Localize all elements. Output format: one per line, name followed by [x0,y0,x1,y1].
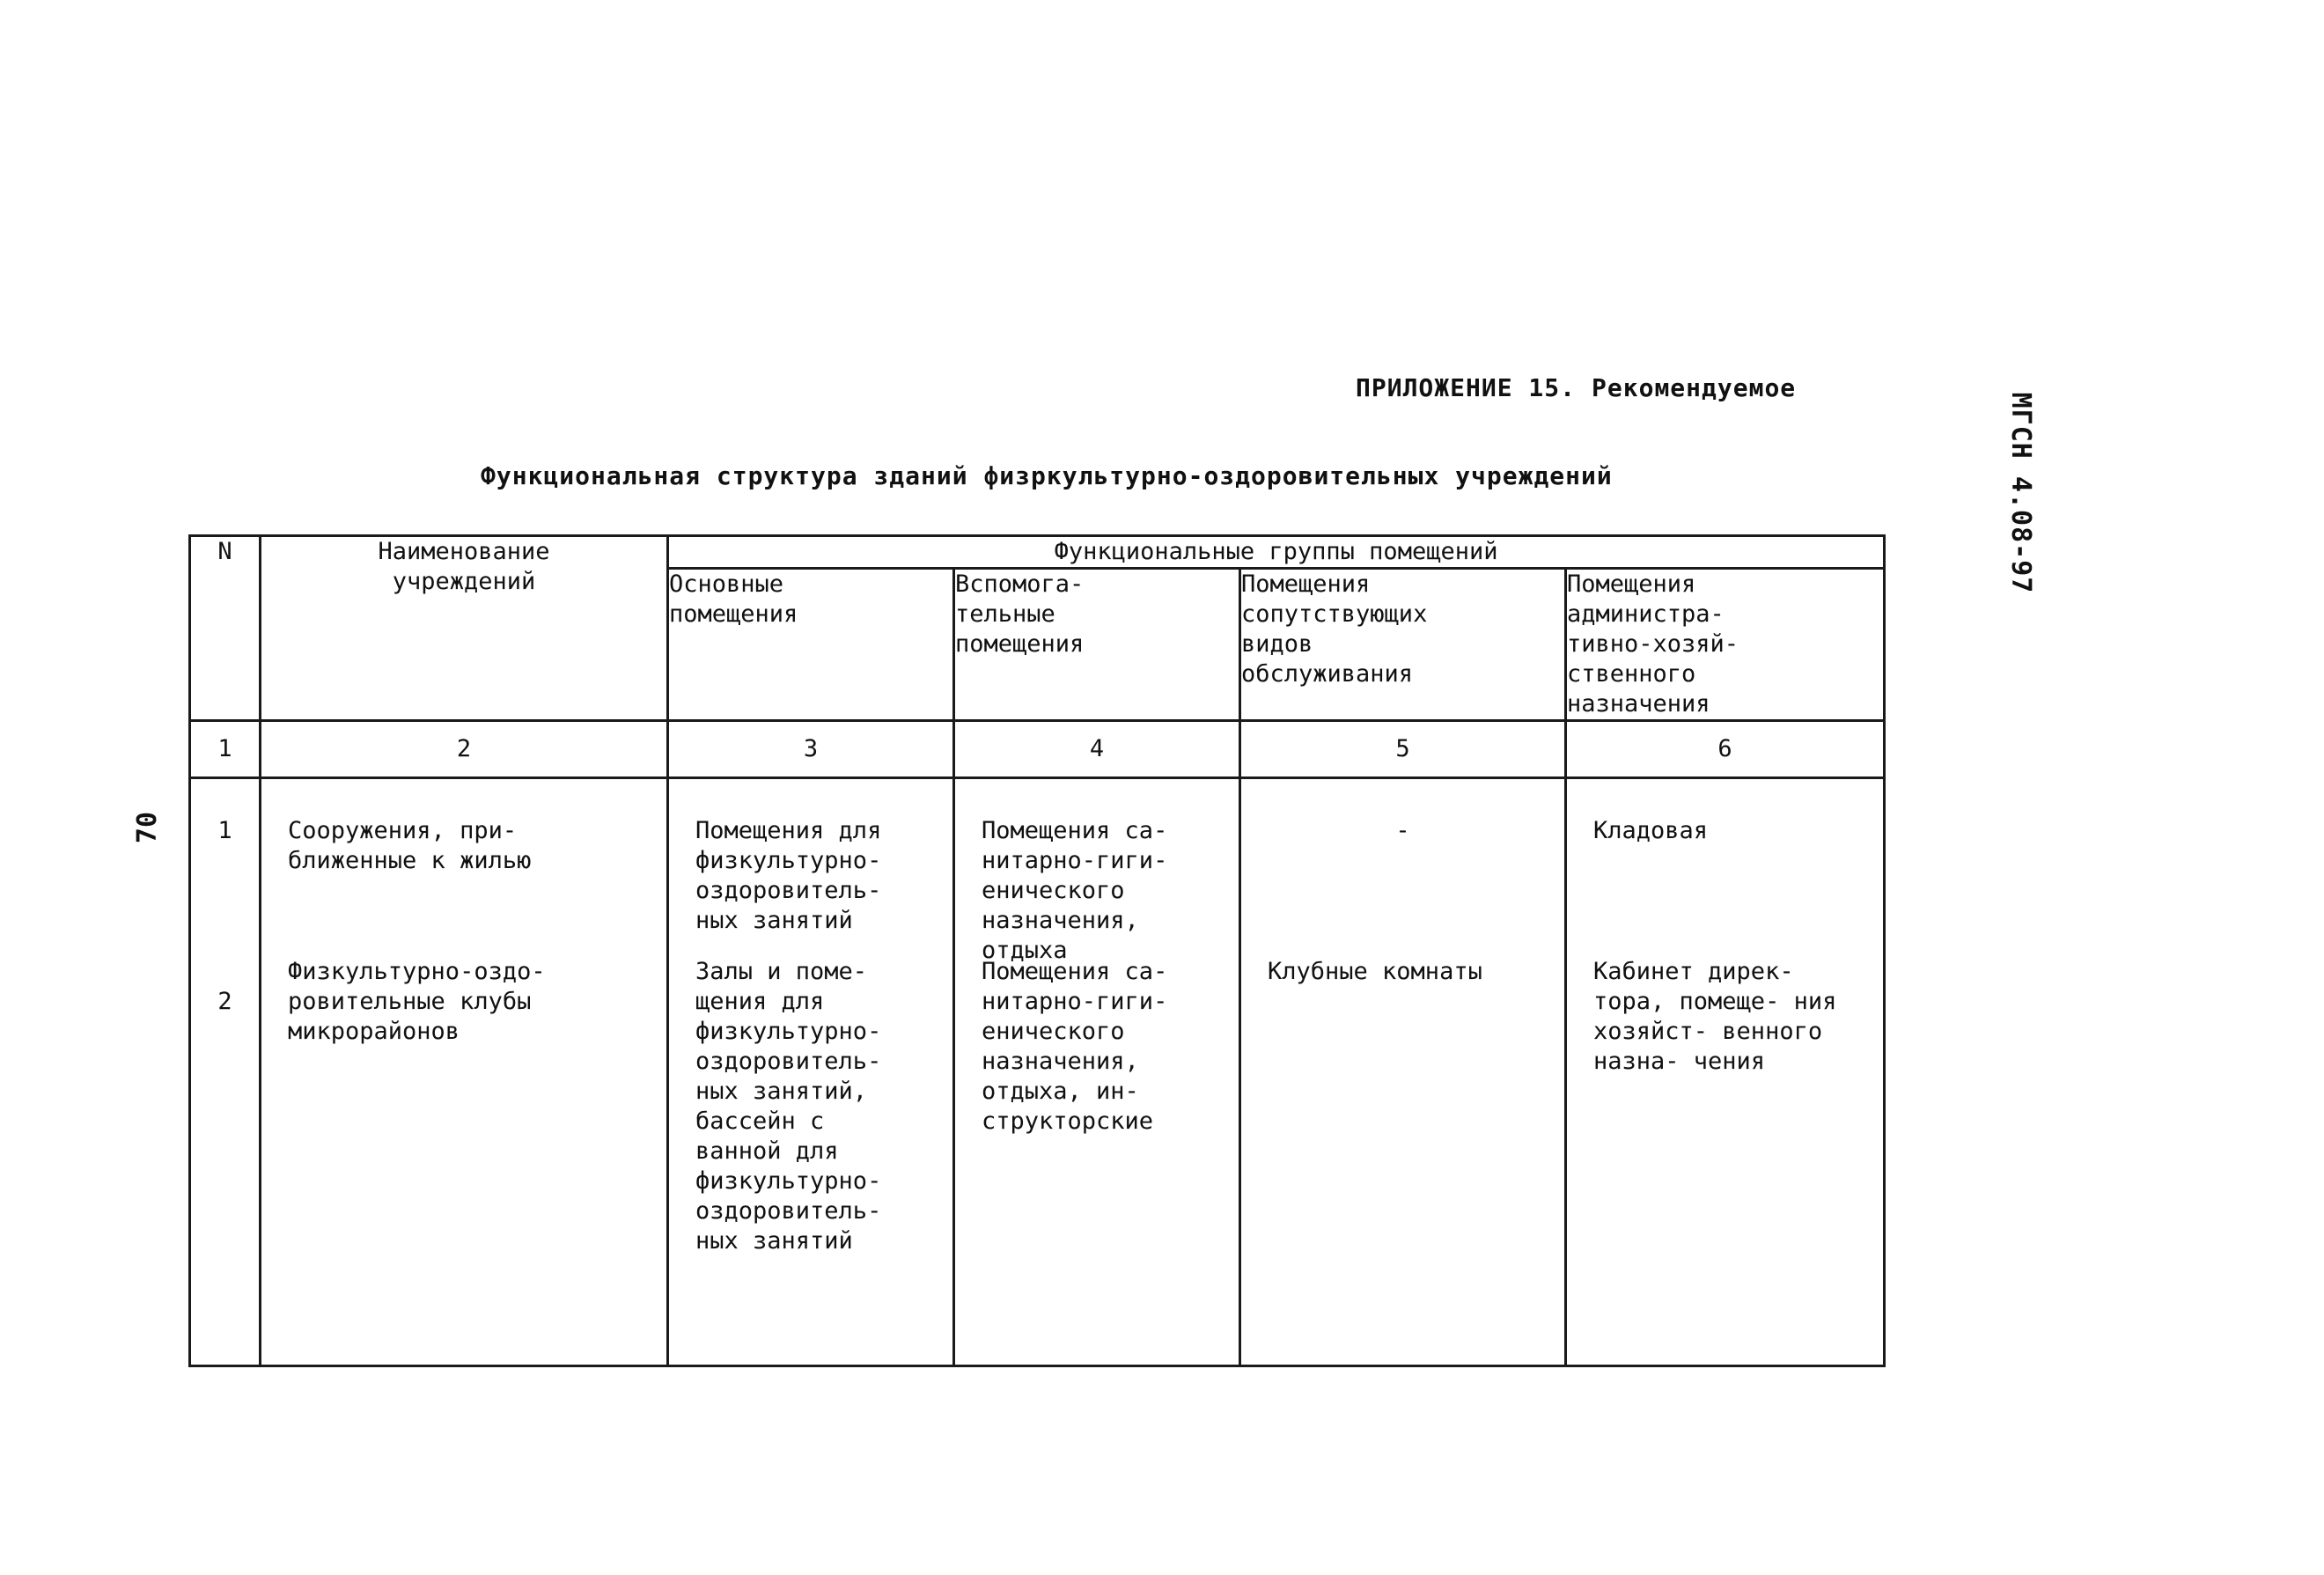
column-number: 3 [668,721,954,778]
row-name: Физкультурно-оздо- ровительные клубы микрорайонов [288,958,546,1045]
header-name: Наименование учреждений [261,536,668,721]
header-col4: Вспомога- тельные помещения [954,569,1240,721]
row-col5: - [1395,817,1410,844]
header-col3: Основные помещения [668,569,954,721]
column-number: 6 [1566,721,1885,778]
row-col6: Кладовая [1593,817,1709,844]
appendix-label: ПРИЛОЖЕНИЕ 15. [1356,373,1577,402]
table-row [190,778,1885,1366]
row-col4: Помещения са- нитарно-гиги- енического назначения, отдыха [982,817,1168,964]
row-col6-cell [1566,778,1885,1366]
row-number: 1 [217,817,232,844]
row-num-cell [190,778,261,1366]
row-col3: Помещения для физкультурно- оздоровитель- ных занятий [695,817,882,934]
appendix-kind: Рекомендуемое [1592,373,1797,402]
header-num: N [190,536,261,721]
row-name-cell [261,778,668,1366]
row-name: Сооружения, при- ближенные к жилью [288,817,532,874]
column-number: 2 [261,721,668,778]
row-col6: Кабинет дирек- тора, помеще- ния хозяйст- венного назна- чения [1593,958,1837,1075]
header-col5: Помещения сопутствующих видов обслуживания [1240,569,1566,721]
column-number-row [190,721,1885,778]
page-title: Функциональная структура зданий физркультурно-оздоровительных учреждений [481,461,1613,490]
row-col4-cell [954,778,1240,1366]
row-col3-cell [668,778,954,1366]
page-number: 70 [132,811,163,844]
header-row-1 [190,536,1885,569]
column-number: 4 [954,721,1240,778]
document-code: МГСН 4.08-97 [2005,392,2036,594]
row-col5-cell [1240,778,1566,1366]
column-number: 1 [190,721,261,778]
row-col5: Клубные комнаты [1268,958,1482,985]
row-col4: Помещения са- нитарно-гиги- енического назначения, отдыха, ин- структорские [982,958,1168,1135]
appendix-heading [1356,373,1796,402]
header-group: Функциональные группы помещений [668,536,1885,569]
structure-table [188,534,1886,1367]
row-number: 2 [217,988,232,1015]
row-col3: Залы и поме- щения для физкультурно- оздоровитель- ных занятий, бассейн с ванной для физкультурно- оздоровитель- ных занятий [695,958,882,1255]
header-col6: Помещения администра- тивно-хозяй- ственного назначения [1566,569,1885,721]
column-number: 5 [1240,721,1566,778]
